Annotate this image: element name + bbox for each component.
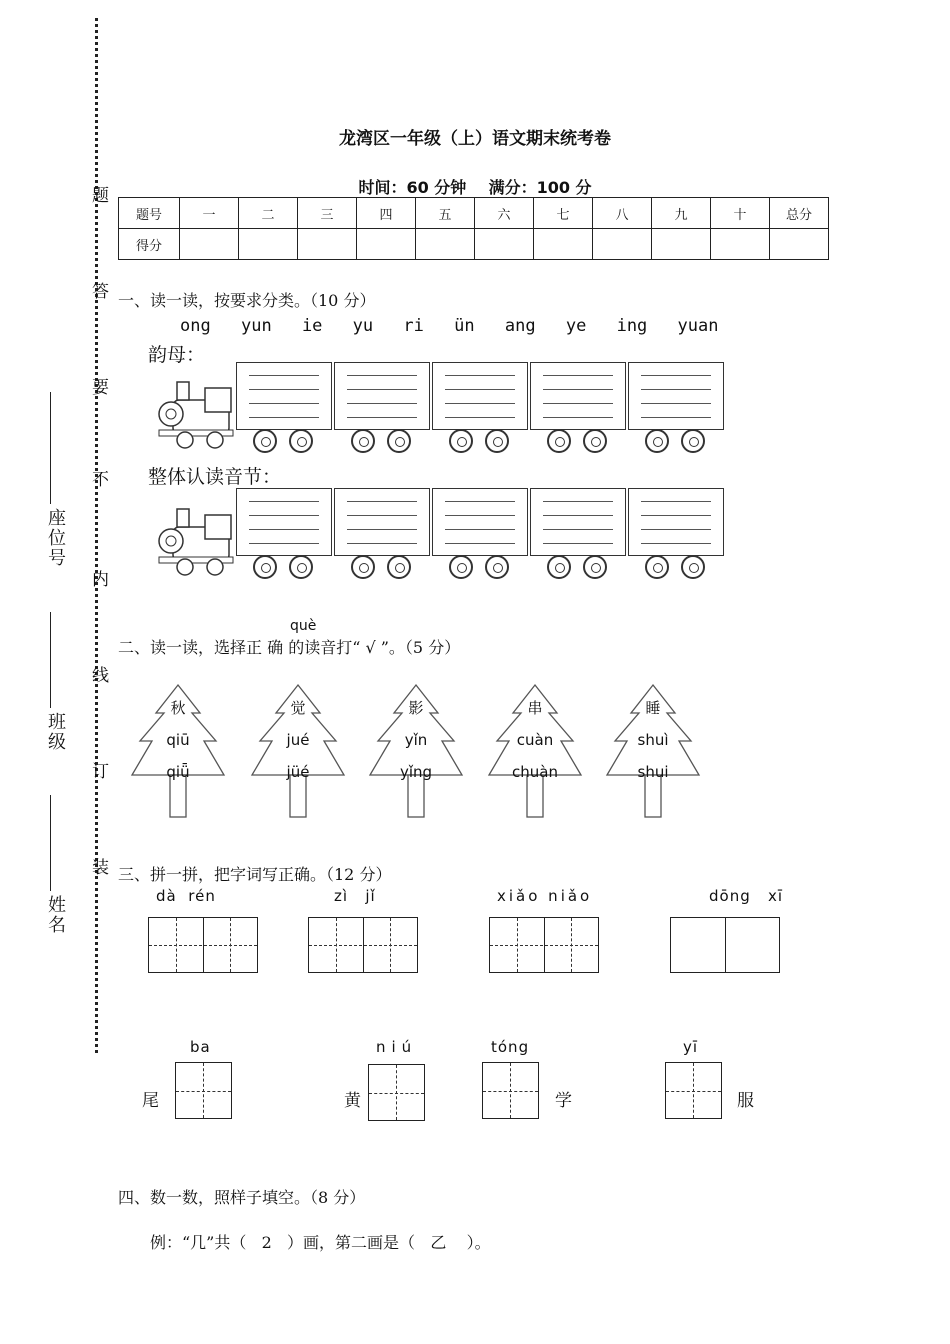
- name-label: 姓名: [45, 895, 66, 935]
- locomotive-icon: [155, 378, 239, 450]
- name-blank[interactable]: [50, 795, 51, 891]
- pinyin-tree: [130, 683, 226, 819]
- word-pinyin: xiǎo niǎo: [497, 887, 593, 905]
- word-pinyin: dà rén: [156, 887, 216, 905]
- score-cell[interactable]: [416, 229, 475, 260]
- char-pinyin: ba: [190, 1038, 211, 1056]
- context-char: 服: [737, 1091, 754, 1111]
- q2-heading: [118, 635, 460, 658]
- q1-syllables: [180, 316, 739, 336]
- pinyin-option-b[interactable]: jüé: [286, 763, 310, 781]
- score-head-cell: 五: [416, 198, 475, 229]
- q1-heading: 一、读一读，按要求分类。（10 分）: [118, 291, 376, 310]
- syllable: yuan: [677, 316, 719, 336]
- syllable: ye: [565, 316, 587, 336]
- locomotive-icon: [155, 505, 239, 577]
- score-head-cell: 总分: [770, 198, 829, 229]
- char-pinyin: yī: [683, 1038, 699, 1056]
- context-char: 学: [555, 1091, 572, 1111]
- seat-blank[interactable]: [50, 392, 51, 504]
- pinyin-option-b[interactable]: shui: [637, 763, 669, 781]
- seal-char-1: 题: [88, 186, 108, 205]
- pinyin-tree: [250, 683, 346, 819]
- seat-label: 座位号: [45, 508, 66, 568]
- score-head-cell: 八: [593, 198, 652, 229]
- tianzi-grid-2[interactable]: [489, 917, 599, 973]
- train-finals: [155, 378, 239, 454]
- score-cell[interactable]: [239, 229, 298, 260]
- seal-char-6: 线: [88, 666, 108, 685]
- syllable: ri: [403, 316, 424, 336]
- tianzi-grid[interactable]: [368, 1064, 425, 1121]
- page-title: 龙湾区一年级（上）语文期末统考卷: [339, 129, 611, 149]
- q2-heading-pre: 二、读一读，选择正: [118, 638, 268, 657]
- score-cell[interactable]: [711, 229, 770, 260]
- tianzi-grid-2[interactable]: [148, 917, 258, 973]
- syllable: yun: [240, 316, 272, 336]
- word-pinyin: dōng xī: [709, 887, 784, 905]
- score-table: [118, 197, 829, 260]
- class-label: 班级: [45, 712, 66, 752]
- tree-char: 睡: [645, 699, 661, 717]
- class-blank[interactable]: [50, 612, 51, 708]
- syllable: ing: [616, 316, 648, 336]
- syllable: ün: [454, 316, 475, 336]
- tianzi-grid[interactable]: [482, 1062, 539, 1119]
- pinyin-tree: [605, 683, 701, 819]
- score-cell[interactable]: [770, 229, 829, 260]
- tianzi-grid-2[interactable]: [308, 917, 418, 973]
- score-cell[interactable]: [180, 229, 239, 260]
- score-header-row: [119, 198, 829, 229]
- exam-info: 时间：60 分钟 满分：100 分: [358, 178, 592, 197]
- score-head-cell: 十: [711, 198, 770, 229]
- wagon-box[interactable]: [628, 362, 724, 430]
- score-cell[interactable]: [475, 229, 534, 260]
- pinyin-option-b[interactable]: qiǖ: [166, 763, 190, 781]
- score-cell[interactable]: [534, 229, 593, 260]
- train-whole-syllables: [155, 505, 239, 581]
- score-head-cell: 一: [180, 198, 239, 229]
- score-head-cell: 六: [475, 198, 534, 229]
- wagon-box[interactable]: [432, 488, 528, 556]
- square-grid-2[interactable]: [670, 917, 780, 973]
- char-pinyin: niú: [376, 1038, 418, 1056]
- whole-syllables-label: 整体认读音节：: [148, 466, 282, 488]
- seal-char-4: 不: [88, 470, 108, 489]
- score-value-row: [119, 229, 829, 260]
- pinyin-tree: [487, 683, 583, 819]
- tree-char: 秋: [170, 699, 186, 717]
- tree-char: 觉: [290, 699, 306, 717]
- wagon-box[interactable]: [530, 362, 626, 430]
- tree-char: 串: [527, 699, 543, 717]
- pinyin-option-a[interactable]: cuàn: [516, 731, 554, 749]
- seal-char-3: 要: [88, 378, 108, 397]
- pinyin-option-a[interactable]: jué: [286, 731, 310, 749]
- tianzi-grid[interactable]: [665, 1062, 722, 1119]
- wagon-box[interactable]: [334, 488, 430, 556]
- score-row-label: 得分: [119, 229, 180, 260]
- wagon-box[interactable]: [236, 362, 332, 430]
- seal-char-5: 内: [88, 570, 108, 589]
- seal-char-2: 答: [88, 282, 108, 301]
- seal-char-7: 订: [88, 762, 108, 781]
- score-head-cell: 九: [652, 198, 711, 229]
- q3-heading: 三、拼一拼，把字词写正确。（12 分）: [118, 865, 392, 884]
- q4-example: 例：“几”共（ 2 ）画，第二画是（ 乙 ）。: [150, 1233, 491, 1252]
- syllable: ang: [504, 316, 536, 336]
- score-head-cell: 三: [298, 198, 357, 229]
- pinyin-option-a[interactable]: shuì: [637, 731, 669, 749]
- score-cell[interactable]: [593, 229, 652, 260]
- syllable: ong: [180, 316, 211, 336]
- tree-char: 影: [408, 699, 424, 717]
- score-cell[interactable]: [298, 229, 357, 260]
- seal-char-8: 装: [88, 858, 108, 877]
- syllable: ie: [301, 316, 323, 336]
- que-char: 确: [267, 638, 284, 657]
- finals-label: 韵母：: [148, 344, 206, 366]
- wagon-box[interactable]: [628, 488, 724, 556]
- score-cell[interactable]: [652, 229, 711, 260]
- score-head-cell: 七: [534, 198, 593, 229]
- pinyin-option-a[interactable]: yǐn: [404, 731, 428, 749]
- wagon-box[interactable]: [432, 362, 528, 430]
- pinyin-option-a[interactable]: qiū: [166, 731, 190, 749]
- q4-heading: 四、数一数，照样子填空。（8 分）: [118, 1188, 366, 1207]
- word-pinyin: zì jǐ: [334, 887, 376, 905]
- wagon-box[interactable]: [334, 362, 430, 430]
- context-char: 黄: [344, 1091, 361, 1111]
- pinyin-option-b[interactable]: chuàn: [512, 763, 558, 781]
- char-pinyin: tóng: [491, 1038, 530, 1056]
- que-pinyin: què: [290, 618, 317, 634]
- q2-heading-post: 的读音打“ √ ”。（5 分）: [283, 638, 461, 657]
- score-head-cell: 四: [357, 198, 416, 229]
- score-head-cell: 二: [239, 198, 298, 229]
- wagon-box[interactable]: [236, 488, 332, 556]
- tianzi-grid[interactable]: [175, 1062, 232, 1119]
- binding-dotted-line: [95, 18, 98, 1053]
- wagon-box[interactable]: [530, 488, 626, 556]
- context-char: 尾: [142, 1091, 159, 1111]
- pinyin-option-b[interactable]: yǐng: [399, 763, 433, 781]
- syllable: yu: [352, 316, 374, 336]
- score-head-cell: 题号: [119, 198, 180, 229]
- score-cell[interactable]: [357, 229, 416, 260]
- pinyin-tree: [368, 683, 464, 819]
